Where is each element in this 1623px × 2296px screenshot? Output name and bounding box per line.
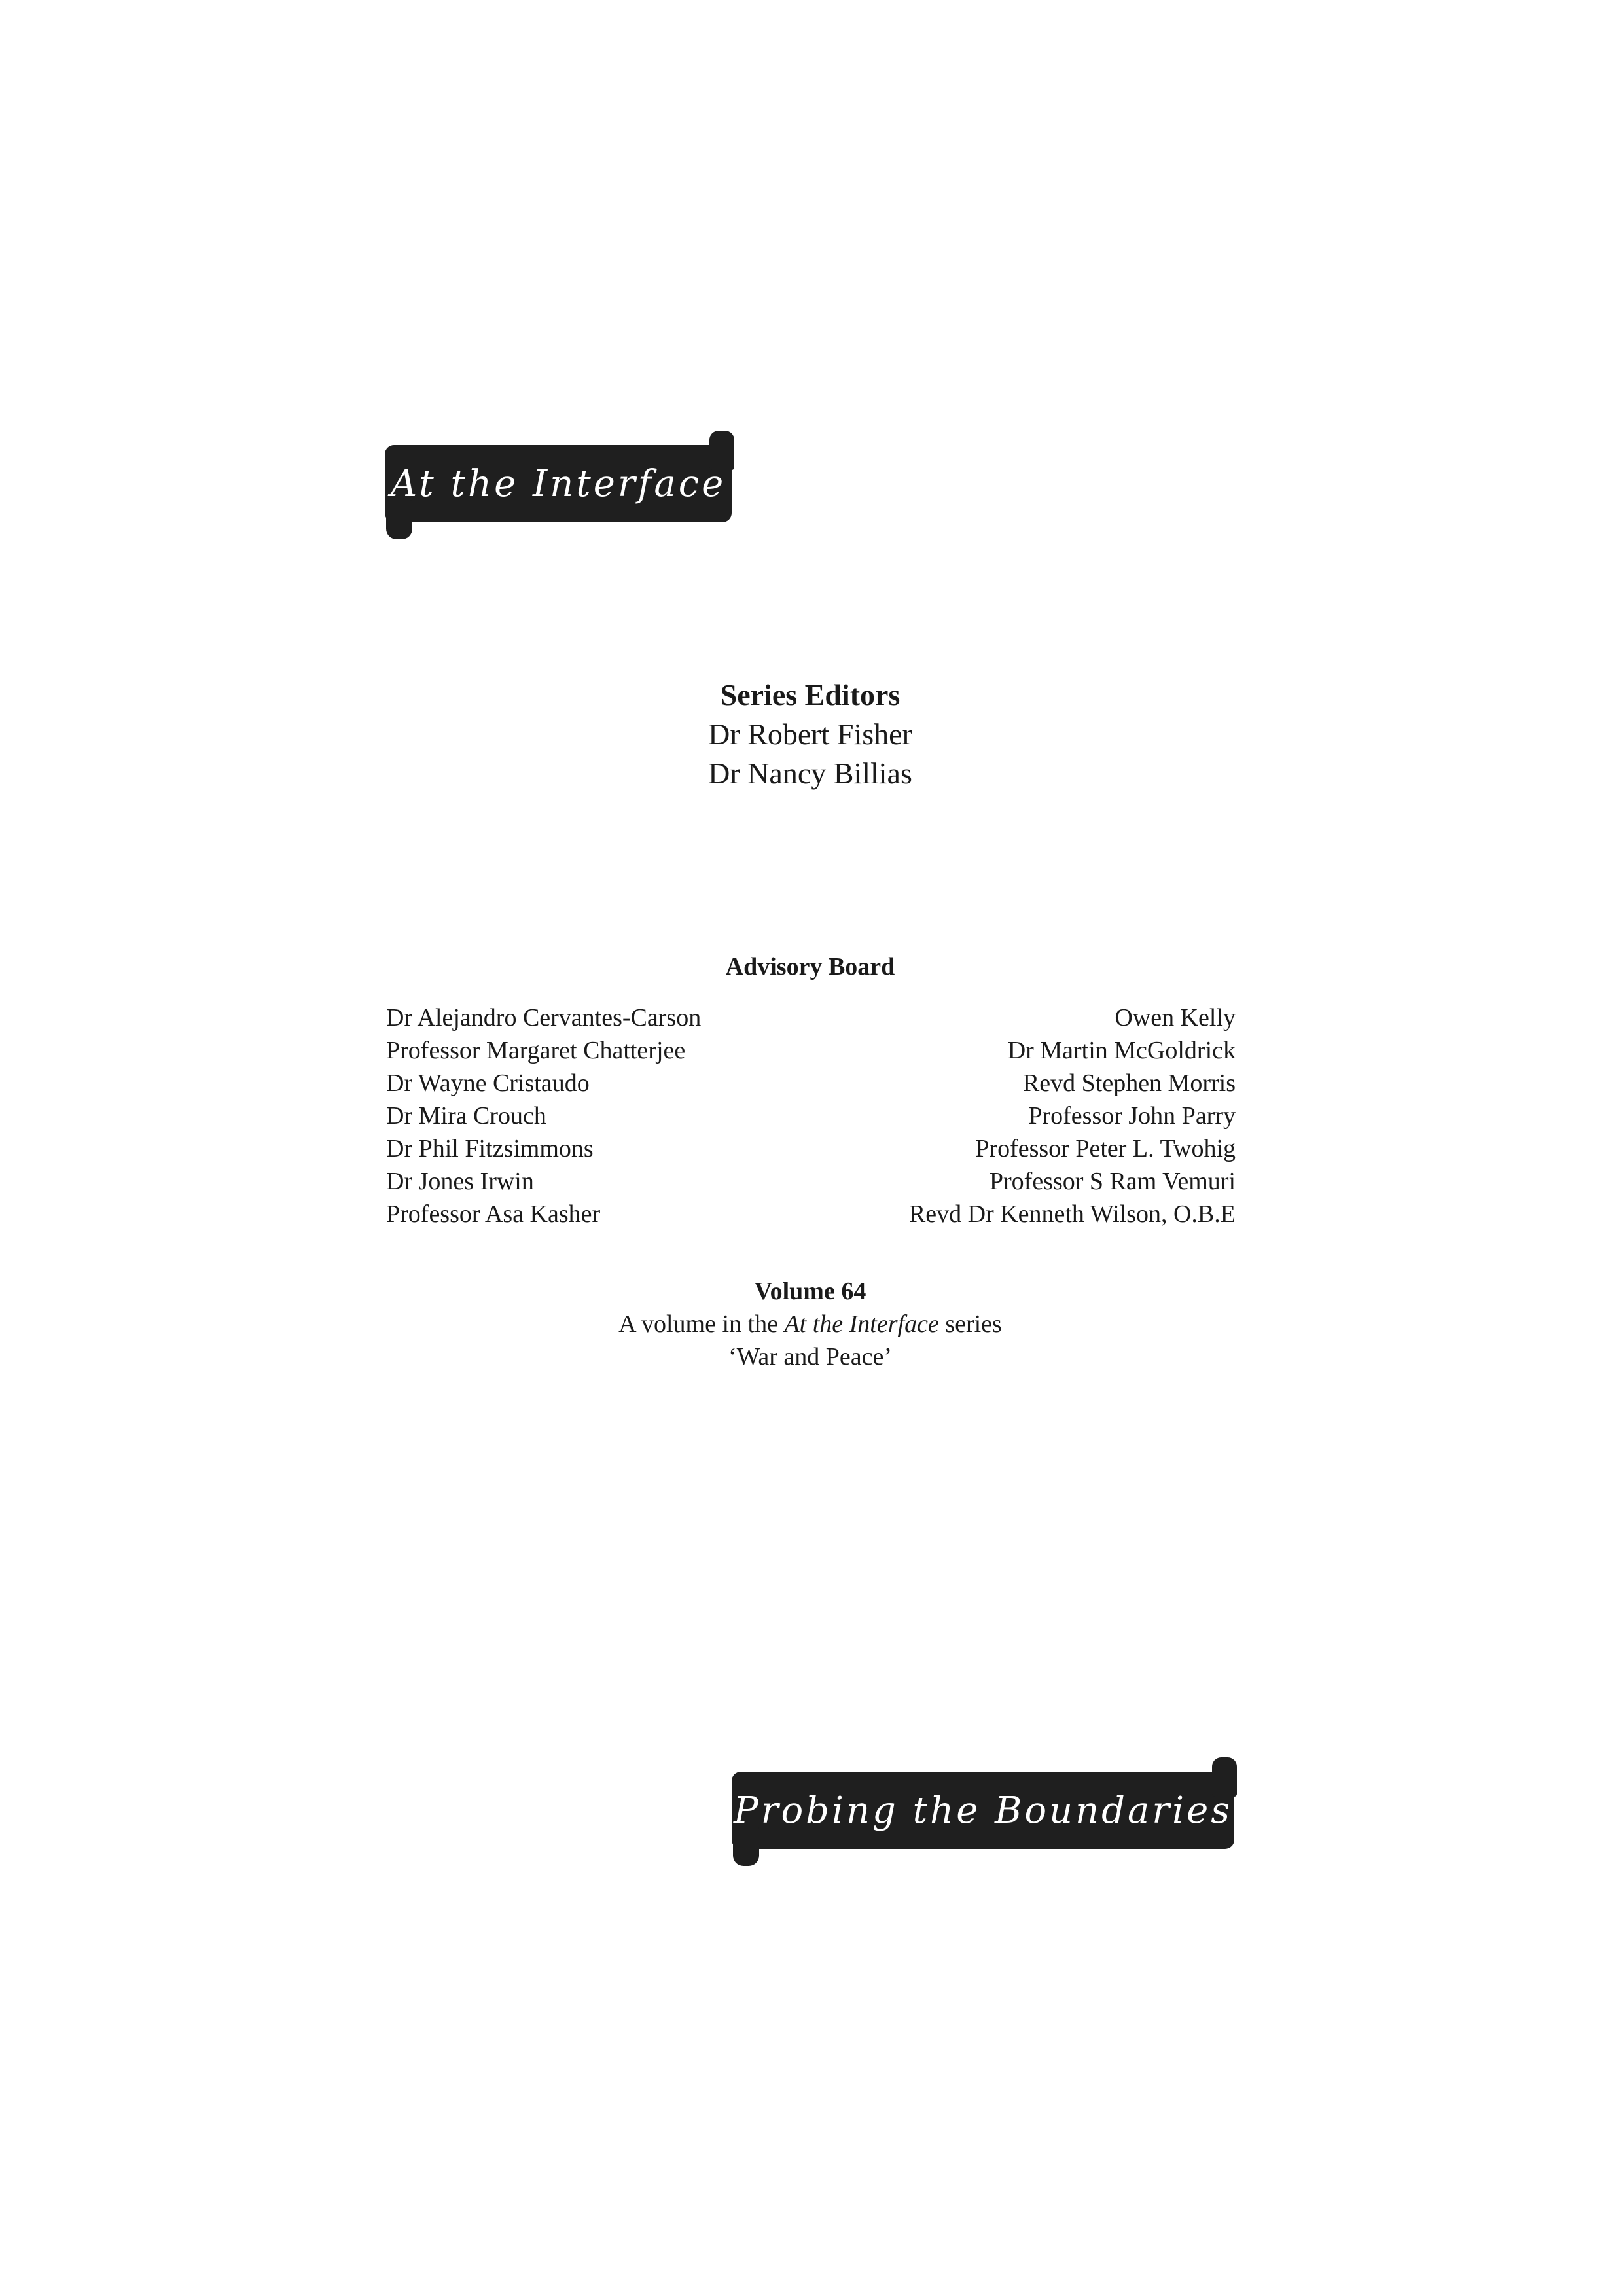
board-member: Dr Mira Crouch: [386, 1102, 546, 1130]
series-banner-bottom: [732, 1772, 1234, 1849]
volume-number: Volume 64: [754, 1278, 866, 1305]
series-tagline: Probing the Boundaries: [734, 1789, 1232, 1832]
board-member: Dr Wayne Cristaudo: [386, 1069, 590, 1097]
board-member: Professor S Ram Vemuri: [989, 1168, 1236, 1195]
board-member: Professor Margaret Chatterjee: [386, 1037, 686, 1064]
volume-info: [385, 1275, 1236, 1373]
board-member: Owen Kelly: [1115, 1004, 1236, 1031]
board-member: Dr Jones Irwin: [386, 1168, 534, 1195]
scroll-curl-bottom: [386, 500, 412, 539]
series-banner-top: [385, 445, 732, 522]
board-member: Professor John Parry: [1028, 1102, 1236, 1130]
board-member: Revd Dr Kenneth Wilson, O.B.E: [908, 1200, 1236, 1228]
editor-name: Dr Robert Fisher: [708, 717, 912, 751]
volume-line-prefix: A volume in the: [618, 1310, 785, 1338]
volume-subtitle: ‘War and Peace’: [728, 1343, 893, 1371]
board-member: Dr Alejandro Cervantes-Carson: [386, 1004, 702, 1031]
series-editors-heading: Series Editors: [720, 678, 901, 711]
advisory-board-right-column: [909, 1001, 1236, 1230]
volume-series-name: At the Interface: [784, 1310, 939, 1338]
scroll-curl-bottom: [733, 1827, 759, 1866]
editor-name: Dr Nancy Billias: [708, 757, 912, 790]
board-member: Professor Peter L. Twohig: [975, 1135, 1236, 1162]
series-title: At the Interface: [390, 462, 726, 505]
board-member: Dr Phil Fitzsimmons: [386, 1135, 594, 1162]
advisory-board-heading: Advisory Board: [725, 953, 895, 980]
volume-series-line: [385, 1308, 1236, 1340]
board-member: Dr Martin McGoldrick: [1007, 1037, 1236, 1064]
board-member: Professor Asa Kasher: [386, 1200, 601, 1228]
advisory-board-left-column: [386, 1001, 701, 1230]
volume-line-suffix: series: [938, 1310, 1002, 1338]
series-editors-block: [385, 675, 1236, 793]
board-member: Revd Stephen Morris: [1022, 1069, 1236, 1097]
